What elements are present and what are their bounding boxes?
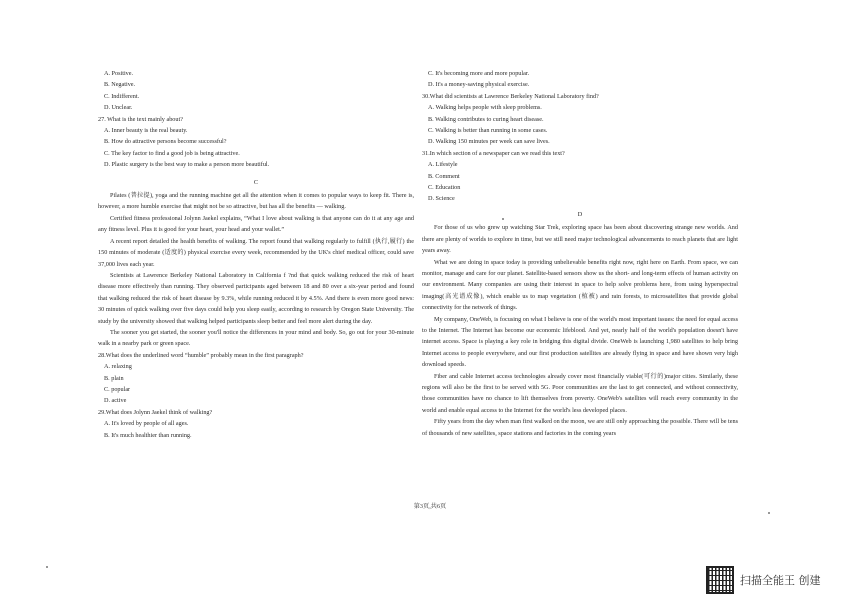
- option: D. Walking 150 minutes per week can save lives.: [428, 138, 550, 146]
- paragraph: Scientists at Lawrence Berkeley National Laboratory in California f ?nd that quick walking reduced the risk of heart disease more effectively than running. They observed participants aged between 18 and 80 over a six-year period and found that walking reduced the risk of heart disease by 9.3%, while running reduced it by 4.5%. And there is even more good news: 30 minutes of quick walking over five days could help you sleep easily, according to research by Oregon State University. The study by the university showed that walking helped participants sleep better and feel more alert during the day.: [98, 271, 414, 325]
- q29-options-left: [98, 418, 414, 441]
- scan-speck: [768, 512, 770, 514]
- scanner-watermark: [706, 568, 821, 592]
- option: B. It's much healthier than running.: [104, 431, 192, 439]
- paragraph: Certified fitness professional Jolynn Jaekel explains, “What I love about walking is that anyone can do it at any age and any fitness level. Plus it is good for your heart, your head and your wallet.”: [98, 214, 414, 234]
- option: B. Negative.: [104, 81, 136, 89]
- question-28: 28.What does the underlined word “humble” probably mean in the first paragraph?: [98, 351, 304, 359]
- page-number: 第3页,共6页: [413, 503, 447, 510]
- q27-options: [98, 125, 414, 171]
- section-d-title: D: [577, 210, 583, 218]
- option: A. Walking helps people with sleep problems.: [428, 104, 542, 112]
- option: D. active: [104, 397, 127, 405]
- section-c-title: C: [253, 178, 259, 186]
- question-27: 27. What is the text mainly about?: [98, 115, 183, 123]
- option: D. Unclear.: [104, 104, 133, 112]
- option: B. How do attractive persons become successful?: [104, 138, 227, 146]
- option: C. The key factor to find a good job is being attractive.: [104, 149, 240, 157]
- qr-code-icon: [706, 566, 734, 594]
- watermark-label: 扫描全能王 创建: [740, 574, 821, 587]
- paragraph: Pilates (普拉提), yoga and the running machine get all the attention when it comes to popular ways to keep fit. There is, however, a more humble exercise that might not be so attractive, but has all the benefits — walking.: [98, 192, 414, 211]
- option: C. Education: [428, 184, 461, 192]
- paragraph: My company, OneWeb, is focusing on what I believe is one of the world's most important issues: the need for equal access to the Internet. The Internet has become our economic lifeblood. And yet, nearly half of the world's population doesn't have internet access. Space is playing a key role in bridging this digital divide. OneWeb is launching 1,980 satellites to help bring Internet access to people everywhere, and our first production satellites are already flying in space and have shown very high download speeds.: [422, 315, 738, 369]
- paragraph: Fifty years from the day when man first walked on the moon, we are still only approaching the possible. There will be tens of thousands of new satellites, space stations and factories in the coming years: [422, 418, 738, 437]
- paragraph: A recent report detailed the health benefits of walking. The report found that walking regularly to fulfill (执行,履行) the 150 minutes of moderate (适度的) physical exercise every week, recommended by the UK's chief medical officer, could save 37,000 lives each year.: [98, 237, 414, 268]
- option: A. It's loved by people of all ages.: [104, 420, 189, 428]
- option: C. It's becoming more and more popular.: [428, 70, 530, 77]
- scan-speck: [502, 218, 504, 220]
- option: C. Walking is better than running in some cases.: [428, 127, 548, 135]
- passage-d: [422, 222, 738, 439]
- left-column: [98, 68, 414, 441]
- paragraph: What we are doing in space today is providing unbelievable benefits right now, right here on Earth. From space, we can monitor, manage and care for our planet. Satellite-based sensors show us the short- and long-term effects of human activity on our environment. Many companies are using their interest in space to help solve problems here, from using hyperspectral imaging(高光谱成像), which enable us to map vegetation (植被) and rain forests, to microsatellites that provide global connectivity for the network of things.: [422, 258, 738, 312]
- q30-options: [422, 102, 738, 148]
- option: B. plain: [104, 374, 124, 382]
- q31-options: [422, 159, 738, 205]
- right-column: [422, 68, 738, 439]
- q28-options: [98, 361, 414, 407]
- paragraph: Fiber and cable Internet access technologies already cover most financially viable(可行的)major cities. Similarly, these regions will also be the first to be served with 5G. Poor communities are the last to get connected, and without connectivity, those communities have no chance to lift themselves from poverty. OneWeb's satellites will reach every community in the world and enable equal access to the Internet for the world's less developed places.: [422, 372, 738, 414]
- option: D. Plastic surgery is the best way to make a person more beautiful.: [104, 161, 270, 169]
- question-31: 31.In which section of a newspaper can we read this text?: [422, 149, 565, 157]
- q26-options: [98, 68, 414, 114]
- option: A. Inner beauty is the real beauty.: [104, 127, 188, 135]
- paragraph: For those of us who grew up watching Star Trek, exploring space has been about discovering strange new worlds. And there are plenty of worlds to explore in time, but we still need major technological advancements to reach planets that are light years away.: [422, 224, 738, 255]
- option: B. Walking contributes to curing heart disease.: [428, 115, 544, 123]
- question-30: 30.What did scientists at Lawrence Berkeley National Laboratory find?: [422, 92, 599, 100]
- option: D. Science: [428, 195, 455, 203]
- q29-options-right: [422, 68, 738, 91]
- option: C. Indifferent.: [104, 92, 140, 100]
- scan-speck: [46, 566, 48, 568]
- option: D. It's a money-saving physical exercise.: [428, 81, 530, 89]
- option: A. relaxing: [104, 363, 132, 371]
- option: A. Positive.: [104, 70, 134, 77]
- option: B. Comment: [428, 172, 460, 180]
- question-29: 29.What does Jolynn Jaekel think of walking?: [98, 408, 213, 416]
- passage-c: [98, 190, 414, 350]
- option: C. popular: [104, 385, 131, 393]
- option: A. Lifestyle: [428, 161, 458, 169]
- paragraph: The sooner you get started, the sooner you'll notice the differences in your mind and body. So, go out for your 30-minute walk in a nearby park or green space.: [98, 328, 414, 348]
